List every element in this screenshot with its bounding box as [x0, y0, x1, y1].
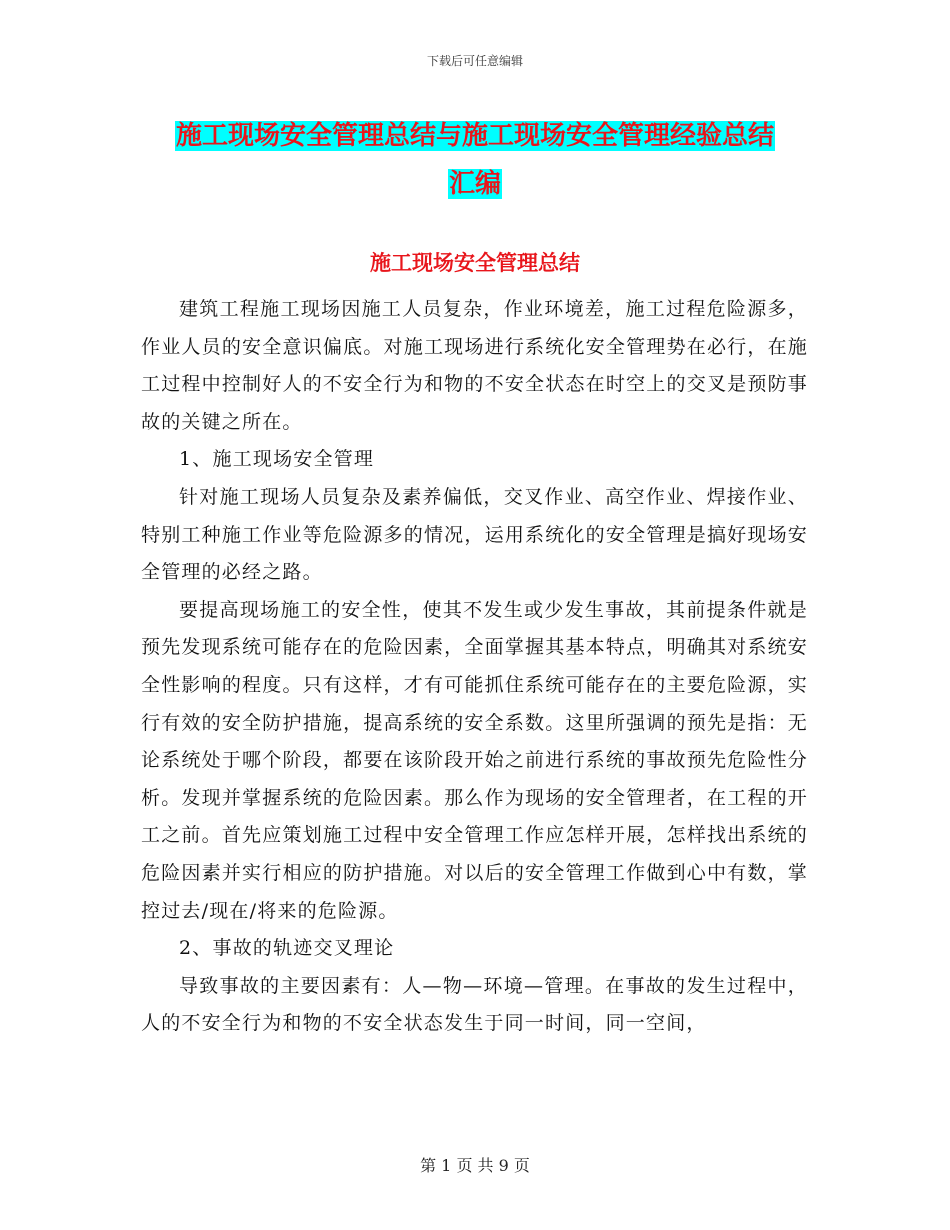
page-footer: 第 1 页 共 9 页	[420, 1156, 530, 1175]
document-title-line-2	[0, 160, 950, 208]
document-title-line-1	[0, 112, 950, 160]
section-title: 施工现场安全管理总结	[370, 250, 580, 275]
heading-1: 1、施工现场安全管理	[179, 448, 375, 471]
paragraph-1b: 要提高现场施工的安全性，使其不发生或少发生事故，其前提条件就是预先发现系统可能存在的危险因素，全面掌握其基本特点，明确其对系统安全性影响的程度。只有这样，才有可能抓住系统可能存在的主要危险源，实行有效的安全防护措施，提高系统的安全系数。这里所强调的预先是指：无论系统处于哪个阶段，都要在该阶段开始之前进行系统的事故预先危险性分析。发现并掌握系统的危险因素。那么作为现场的安全管理者，在工程的开工之前。首先应策划施工过程中安全管理工作应怎样开展，怎样找出系统的危险因素并实行相应的防护措施。对以后的安全管理工作做到心中有数，掌控过去/现在/将来的危险源。	[141, 598, 808, 922]
page-header: 下载后可任意编辑	[426, 54, 523, 68]
heading-2: 2、事故的轨迹交叉理论	[179, 937, 395, 960]
document-title	[0, 112, 950, 208]
title-line-2-text: 汇编	[448, 169, 501, 199]
title-line-1-text: 施工现场安全管理总结与施工现场安全管理经验总结	[175, 121, 774, 151]
paragraph-2a: 导致事故的主要因素有：人—物—环境—管理。在事故的发生过程中，人的不安全行为和物的不安全状态发生于同一时间，同一空间，	[141, 974, 808, 1035]
paragraph-intro: 建筑工程施工现场因施工人员复杂，作业环境差，施工过程危险源多，作业人员的安全意识偏底。对施工现场进行系统化安全管理势在必行，在施工过程中控制好人的不安全行为和物的不安全状态在时空上的交叉是预防事故的关键之所在。	[141, 298, 808, 433]
body-text	[141, 291, 808, 1043]
paragraph-1a: 针对施工现场人员复杂及素养偏低，交叉作业、高空作业、焊接作业、特别工种施工作业等危险源多的情况，运用系统化的安全管理是搞好现场安全管理的必经之路。	[141, 485, 808, 584]
